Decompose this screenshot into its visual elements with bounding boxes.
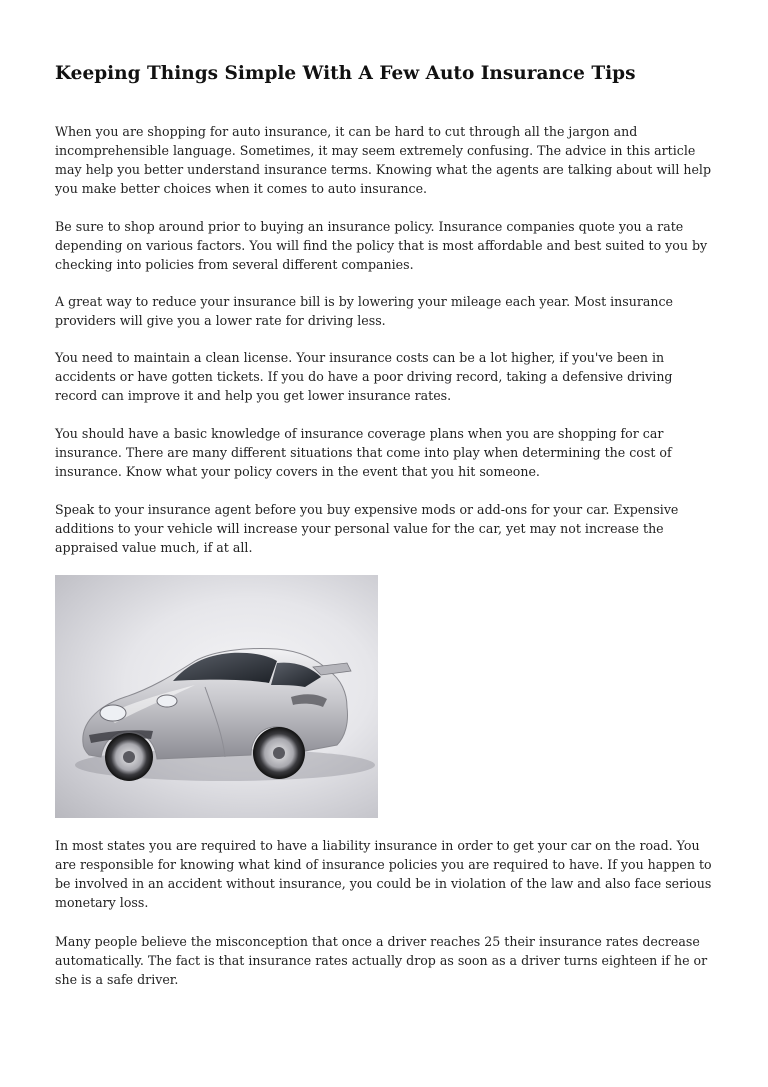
paragraph-7: In most states you are required to have a liability insurance in order to get your car on the road. You are responsible for knowing what kind of insurance policies you are required to have. If you happen to be involved in an accident without insurance, you could be in violation of the law and also face serious monetary loss. (55, 838, 712, 910)
paragraph-2: Be sure to shop around prior to buying an insurance policy. Insurance companies quote you a rate depending on various factors. You will find the policy that is most affordable and best suited to you by checking into policies from several different companies. (55, 219, 708, 272)
front-hub (123, 751, 135, 763)
paragraph-8: Many people believe the misconception that once a driver reaches 25 their insurance rates decrease automatically. The fact is that insurance rates actually drop as soon as a driver turns eighteen if he or she is a safe driver. (55, 934, 708, 987)
rear-hub (273, 747, 285, 759)
paragraph-6: Speak to your insurance agent before you buy expensive mods or add-ons for your car. Expensive additions to your vehicle will increase your personal value for the car, yet may not increase the appraised value much, if at all. (55, 502, 679, 555)
paragraph-3: A great way to reduce your insurance bill is by lowering your mileage each year. Most insurance providers will give you a lower rate for driving less. (55, 294, 674, 328)
paragraph-1: When you are shopping for auto insurance, it can be hard to cut through all the jargon and incomprehensible language. Sometimes, it may seem extremely confusing. The advice in this article may help you better understand insurance terms. Knowing what the agents are talking about will help you make better choices when it comes to auto insurance. (55, 124, 712, 196)
page-title: Keeping Things Simple With A Few Auto Insurance Tips (55, 63, 636, 84)
paragraph-5: You should have a basic knowledge of insurance coverage plans when you are shopping for car insurance. There are many different situations that come into play when determining the cost of insurance. Know what your policy covers in the event that you hit someone. (55, 426, 672, 479)
car-illustration (55, 575, 378, 818)
paragraph-4: You need to maintain a clean license. Your insurance costs can be a lot higher, if you've been in accidents or have gotten tickets. If you do have a poor driving record, taking a defensive driving record can improve it and help you get lower insurance rates. (55, 350, 673, 403)
windshield (173, 653, 277, 683)
left-headlight (100, 705, 126, 721)
car-photo (55, 575, 378, 818)
right-headlight (157, 695, 177, 707)
